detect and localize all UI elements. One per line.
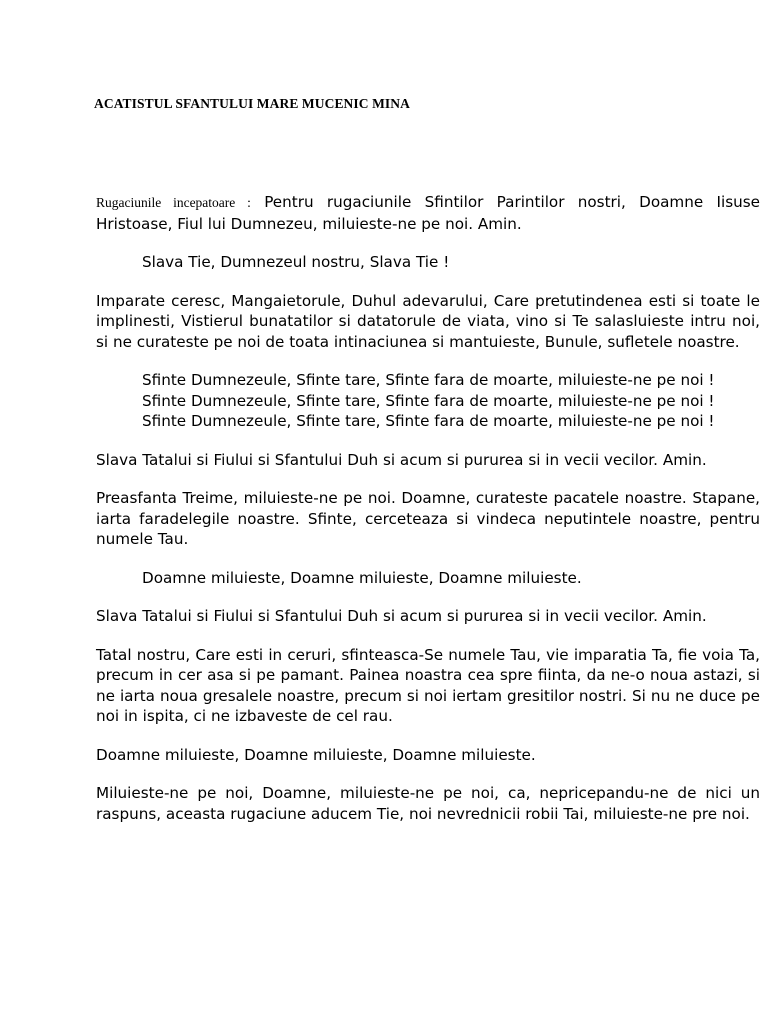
paragraph-sfinte-2: Sfinte Dumnezeule, Sfinte tare, Sfinte fara de moarte, miluieste-ne pe noi !: [142, 391, 715, 410]
paragraph-imparate-ceresc: Imparate ceresc, Mangaietorule, Duhul adevarului, Care pretutindenea esti si toate le implinesti, Vistierul bunatatilor si datatorule de viata, vino si Te salasluieste intru noi, si ne curateste pe noi de toata intinaciunea si mantuieste, Bunule, sufletele noastre.: [96, 291, 760, 351]
document-body: [96, 192, 760, 842]
intro-label: Rugaciunile incepatoare :: [96, 195, 251, 210]
paragraph-slava-tatalui-1: Slava Tatalui si Fiului si Sfantului Duh si acum si pururea si in vecii vecilor. Amin.: [96, 450, 707, 469]
paragraph-miluieste-ne: Miluieste-ne pe noi, Doamne, miluieste-ne pe noi, ca, nepricepandu-ne de nici un raspuns, aceasta rugaciune aducem Tie, noi nevrednicii robii Tai, miluieste-ne pre noi.: [96, 784, 760, 823]
paragraph-slava-tie: Slava Tie, Dumnezeul nostru, Slava Tie !: [142, 253, 450, 271]
paragraph-slava-tatalui-2: Slava Tatalui si Fiului si Sfantului Duh si acum si pururea si in vecii vecilor. Amin.: [96, 607, 707, 625]
paragraph-tatal-nostru: Tatal nostru, Care esti in ceruri, sfinteasca-Se numele Tau, vie imparatia Ta, fie voia Ta, precum in cer asa si pe pamant. Painea noastra cea spre fiinta, da ne-o noua astazi, si ne iarta noua gresalele noastre, precum si noi iertam gresitilor nostri. Si nu ne duce pe noi in ispita, ci ne izbaveste de cel rau.: [96, 645, 760, 725]
paragraph-doamne-miluieste-2: Doamne miluieste, Doamne miluieste, Doamne miluieste.: [96, 745, 536, 764]
intro-paragraph: [96, 192, 760, 234]
paragraph-sfinte-3: Sfinte Dumnezeule, Sfinte tare, Sfinte fara de moarte, miluieste-ne pe noi !: [142, 412, 715, 430]
document-title: ACATISTUL SFANTULUI MARE MUCENIC MINA: [94, 96, 410, 111]
intro-text: Pentru rugaciunile Sfintilor Parintilor nostri, Doamne Iisuse Hristoase, Fiul lui Dumnezeu, miluieste-ne pe noi. Amin.: [96, 193, 760, 233]
paragraph-sfinte-1: Sfinte Dumnezeule, Sfinte tare, Sfinte fara de moarte, miluieste-ne pe noi !: [142, 371, 715, 389]
paragraph-preasfanta-treime: Preasfanta Treime, miluieste-ne pe noi. Doamne, curateste pacatele noastre. Stapane, iarta faradelegile noastre. Sfinte, cerceteaza si vindeca neputintele noastre, pentru numele Tau.: [96, 489, 760, 548]
paragraph-doamne-miluieste-1: Doamne miluieste, Doamne miluieste, Doamne miluieste.: [142, 568, 582, 587]
